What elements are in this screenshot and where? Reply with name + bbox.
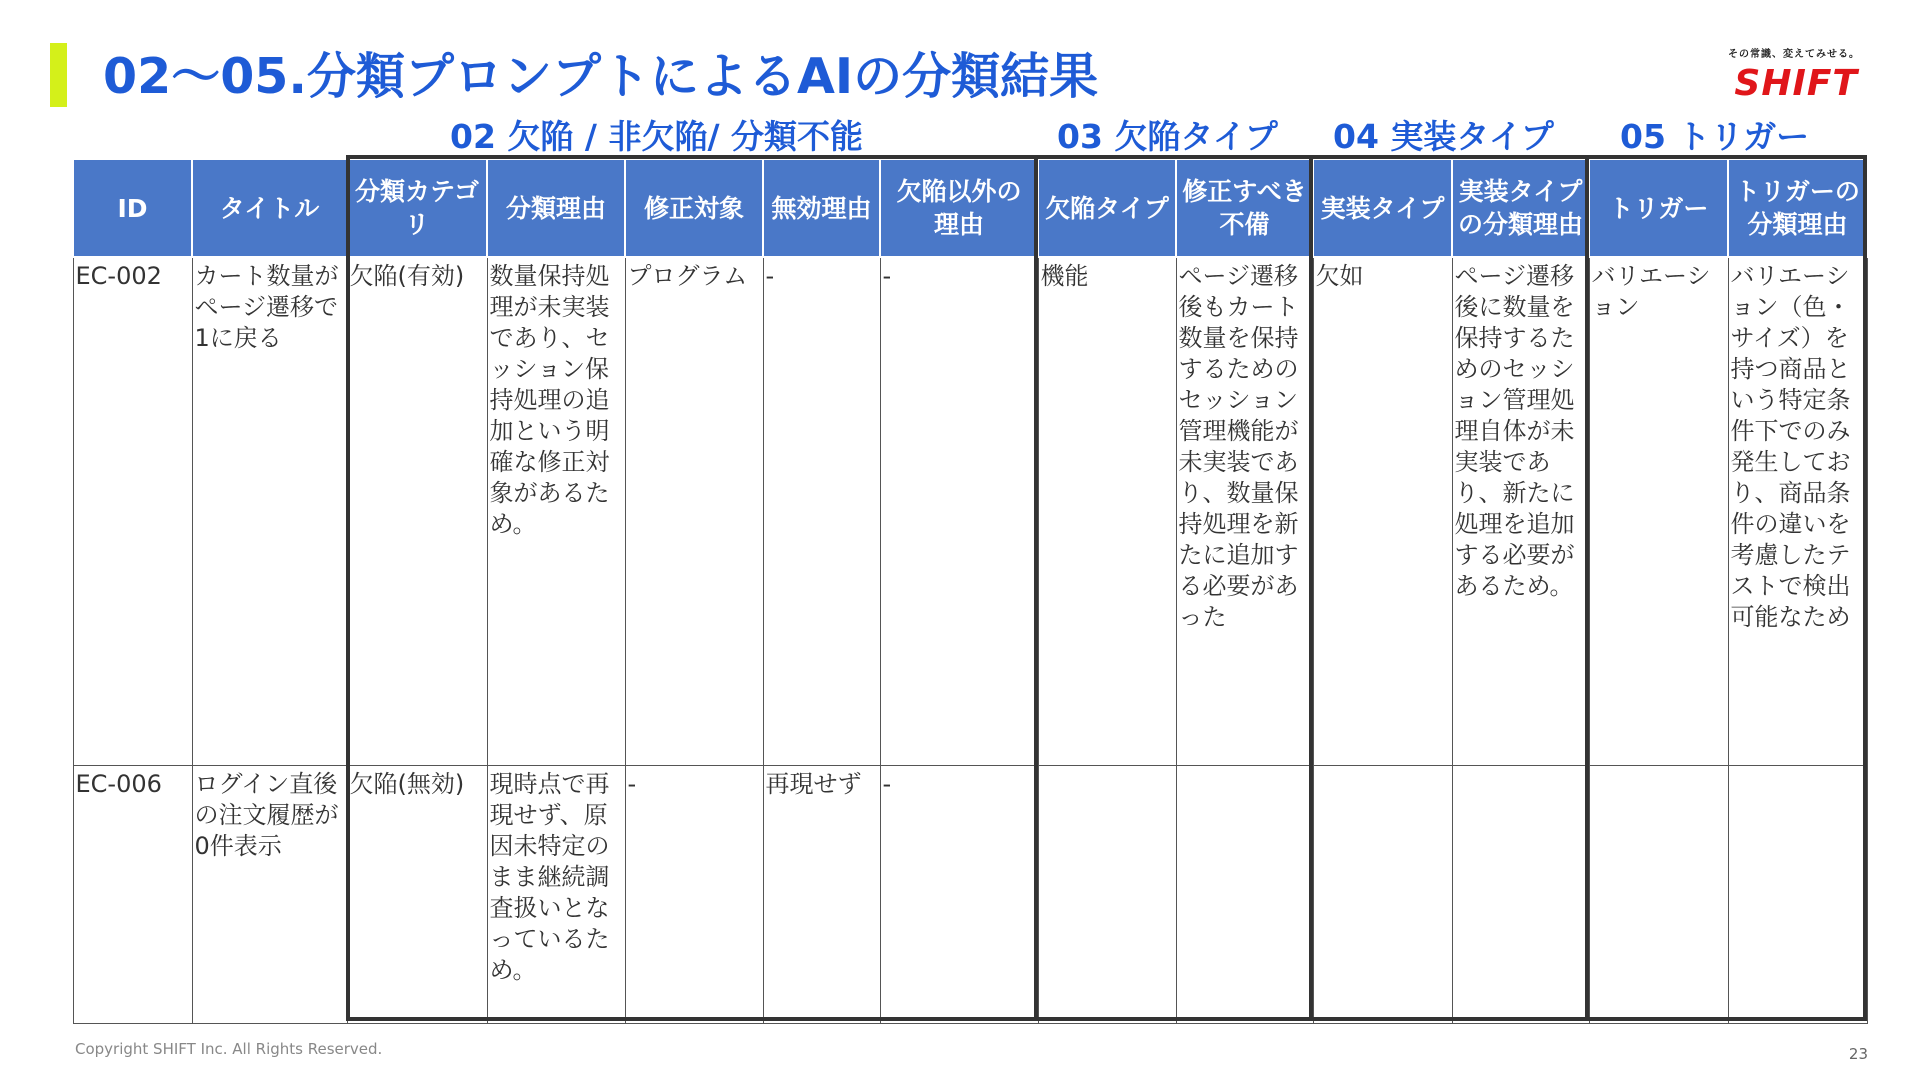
- header-invalid-reason: 無効理由: [763, 159, 880, 257]
- header-title: タイトル: [192, 159, 347, 257]
- section-label-05: 05 トリガー: [1620, 117, 1810, 156]
- section-label-03: 03 欠陥タイプ: [1057, 117, 1278, 156]
- cell-trigger: バリエーション: [1589, 257, 1728, 766]
- header-trigger-reason: トリガーの分類理由: [1728, 159, 1867, 257]
- header-deficiency: 修正すべき不備: [1176, 159, 1313, 257]
- cell-non-defect-reason: -: [880, 766, 1038, 1024]
- cell-trigger-reason: バリエーション（色・サイズ）を持つ商品という特定条件下でのみ発生しており、商品条件の違いを考慮したテストで検出可能なため: [1728, 257, 1867, 766]
- header-fix-target: 修正対象: [625, 159, 763, 257]
- header-impl-type: 実装タイプ: [1313, 159, 1452, 257]
- cell-title: ログイン直後の注文履歴が0件表示: [192, 766, 347, 1024]
- cell-deficiency: ページ遷移後もカート数量を保持するためのセッション管理機能が未実装であり、数量保持処理を新たに追加する必要があった: [1176, 257, 1313, 766]
- cell-impl-type-reason: ページ遷移後に数量を保持するためのセッション管理処理自体が未実装であり、新たに処理を追加する必要があるため。: [1452, 257, 1589, 766]
- page-title: 02〜05.分類プロンプトによるAIの分類結果: [103, 48, 1099, 105]
- page-number: 23: [1848, 1045, 1868, 1063]
- cell-id: EC-006: [73, 766, 192, 1024]
- cell-trigger: [1589, 766, 1728, 1024]
- cell-non-defect-reason: -: [880, 257, 1038, 766]
- shift-logo: [1700, 45, 1860, 105]
- header-impl-type-reason: 実装タイプの分類理由: [1452, 159, 1589, 257]
- cell-category: 欠陥(無効): [347, 766, 487, 1024]
- cell-defect-type: 機能: [1038, 257, 1176, 766]
- cell-impl-type: 欠如: [1313, 257, 1452, 766]
- header-category: 分類カテゴリ: [347, 159, 487, 257]
- cell-impl-type: [1313, 766, 1452, 1024]
- table-row: [73, 766, 1867, 1024]
- cell-fix-target: -: [625, 766, 763, 1024]
- section-label-02: 02 欠陥 / 非欠陥/ 分類不能: [450, 117, 863, 156]
- header-reason: 分類理由: [487, 159, 625, 257]
- classification-table: [72, 158, 1868, 1024]
- logo-brand: SHIFT: [1734, 63, 1858, 104]
- cell-reason: 現時点で再現せず、原因未特定のまま継続調査扱いとなっているため。: [487, 766, 625, 1024]
- header-non-defect-reason: 欠陥以外の理由: [880, 159, 1038, 257]
- logo-tagline: その常識、変えてみせる。: [1728, 49, 1860, 60]
- copyright-text: Copyright SHIFT Inc. All Rights Reserved.: [75, 1040, 383, 1058]
- header-defect-type: 欠陥タイプ: [1038, 159, 1176, 257]
- cell-reason: 数量保持処理が未実装であり、セッション保持処理の追加という明確な修正対象があるため。: [487, 257, 625, 766]
- cell-fix-target: プログラム: [625, 257, 763, 766]
- cell-impl-type-reason: [1452, 766, 1589, 1024]
- header-id: ID: [73, 159, 192, 257]
- cell-invalid-reason: 再現せず: [763, 766, 880, 1024]
- title-accent-bar: [50, 43, 67, 107]
- cell-title: カート数量がページ遷移で1に戻る: [192, 257, 347, 766]
- table-row: [73, 257, 1867, 766]
- table-header-row: [73, 159, 1867, 257]
- cell-trigger-reason: [1728, 766, 1867, 1024]
- cell-deficiency: [1176, 766, 1313, 1024]
- cell-category: 欠陥(有効): [347, 257, 487, 766]
- cell-id: EC-002: [73, 257, 192, 766]
- cell-invalid-reason: -: [763, 257, 880, 766]
- section-label-04: 04 実装タイプ: [1333, 117, 1554, 156]
- header-trigger: トリガー: [1589, 159, 1728, 257]
- cell-defect-type: [1038, 766, 1176, 1024]
